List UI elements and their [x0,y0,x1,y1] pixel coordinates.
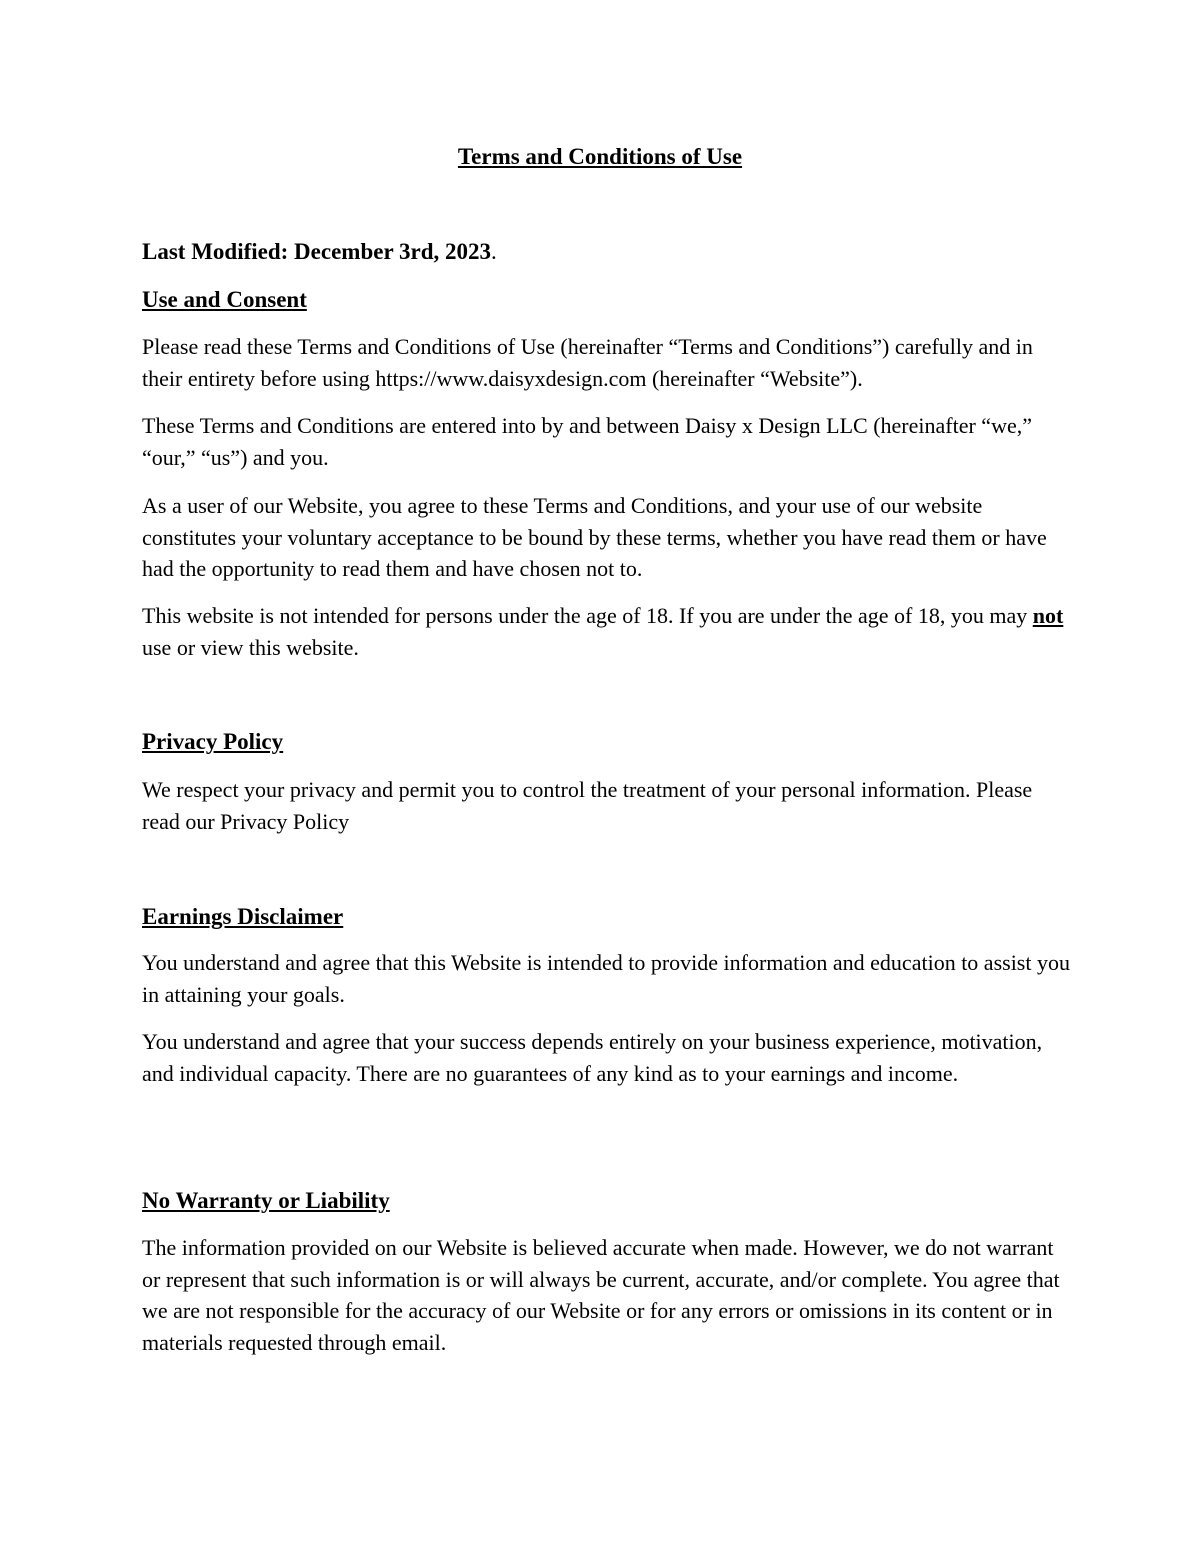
section-heading-no-warranty: No Warranty or Liability [142,1188,390,1213]
paragraph-use-consent-3: As a user of our Website, you agree to these Terms and Conditions, and your use of our website constitutes your voluntary acceptance to be bound by these terms, whether you have read them or have had the opportunity to read them and have chosen not to. [142,493,1047,581]
last-modified [142,238,497,266]
section-heading-earnings-disclaimer: Earnings Disclaimer [142,904,344,929]
last-modified-period: . [491,239,497,264]
paragraph-earnings-1: You understand and agree that this Website is intended to provide information and education to assist you in attaining your goals. [142,950,1070,1007]
section-heading-use-and-consent: Use and Consent [142,287,307,312]
age-notice-after: use or view this website. [142,634,359,660]
paragraph-privacy-1: We respect your privacy and permit you to control the treatment of your personal information. Please read our Privacy Policy [142,777,1033,834]
paragraph-age-notice [142,600,1072,663]
paragraph-use-consent-2: These Terms and Conditions are entered into by and between Daisy x Design LLC (hereinafter “we,” “our,” “us”) and you. [142,413,1032,470]
paragraph-use-consent-1: Please read these Terms and Conditions of Use (hereinafter “Terms and Conditions”) carefully and in their entirety before using https://www.daisyxdesign.com (hereinafter “Website”). [142,334,1033,391]
last-modified-label: Last Modified: December 3rd, 2023 [142,239,491,264]
age-notice-emphasis: not [1032,603,1064,628]
paragraph-no-warranty-1: The information provided on our Website is believed accurate when made. However, we do not warrant or represent that such information is or will always be current, accurate, and/or complete. You agree that we are not responsible for the accuracy of our Website or for any errors or omissions in its content or in materials requested through email. [142,1235,1060,1355]
document-title: Terms and Conditions of Use [457,144,743,169]
age-notice-before: This website is not intended for persons under the age of 18. If you are under the age of 18, you may [142,603,1033,628]
section-heading-privacy-policy: Privacy Policy [142,729,284,754]
paragraph-earnings-2: You understand and agree that your success depends entirely on your business experience, motivation, and individual capacity. There are no guarantees of any kind as to your earnings and income. [142,1029,1043,1086]
